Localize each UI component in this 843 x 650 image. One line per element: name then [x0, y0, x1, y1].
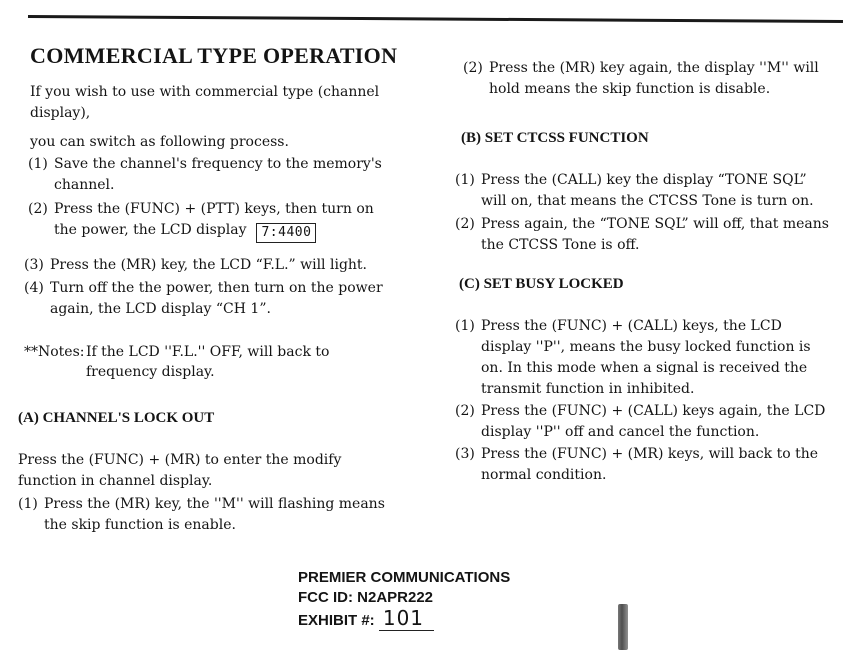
heading-busy-locked: (C) SET BUSY LOCKED: [459, 276, 624, 292]
ctcss-step-2: (2) Press again, the “TONE SQL” will off, that means the CTCSS Tone is off.: [455, 216, 829, 253]
busy-step-3: (3) Press the (FUNC) + (MR) keys, will back to the normal condition.: [455, 446, 819, 483]
scan-smudge: [618, 604, 628, 650]
page-title: COMMERCIAL TYPE OPERATION: [30, 43, 398, 68]
step-4: (4) Turn off the the power, then turn on the power again, the LCD display “CH 1”.: [24, 280, 383, 317]
right-column: [455, 58, 830, 486]
exhibit-stamp: [298, 568, 510, 631]
busy-step-1: (1) Press the (FUNC) + (CALL) keys, the LCD display ''P'', means the busy locked function is on. In this mode when a signal is received the transmit function in inhibited.: [455, 318, 811, 397]
exhibit-label: EXHIBIT #:: [298, 612, 375, 629]
intro-line-1: If you wish to use with commercial type (channel display),: [30, 84, 380, 121]
intro-line-2: you can switch as following process.: [30, 134, 289, 150]
busy-step-2: (2) Press the (FUNC) + (CALL) keys again, the LCD display ''P'' off and cancel the function.: [455, 403, 826, 440]
lock-out-step-2: (2) Press the (MR) key again, the display ''M'' will hold means the skip function is disable.: [463, 60, 819, 97]
company-name: PREMIER COMMUNICATIONS: [298, 569, 511, 586]
step-1: (1) Save the channel's frequency to the memory's channel.: [28, 156, 382, 193]
heading-ctcss: (B) SET CTCSS FUNCTION: [461, 130, 649, 146]
lock-out-intro: Press the (FUNC) + (MR) to enter the modify function in channel display.: [18, 452, 342, 489]
fcc-id: FCC ID: N2APR222: [298, 589, 434, 606]
notes-label: **Notes:: [24, 344, 85, 360]
lcd-display: 7:4400: [256, 223, 316, 243]
step-3: (3) Press the (MR) key, the LCD “F.L.” will light.: [24, 257, 367, 273]
step-2: (2) Press the (FUNC) + (PTT) keys, then turn on the power, the LCD display 7:4400: [28, 199, 398, 241]
left-column: [18, 38, 398, 536]
notes: **Notes: If the LCD ''F.L.'' OFF, will back to frequency display.: [24, 344, 330, 380]
exhibit-line: [298, 608, 510, 631]
heading-channel-lock-out: (A) CHANNEL'S LOCK OUT: [18, 410, 215, 426]
top-rule: [28, 15, 843, 23]
lock-out-step-1: (1) Press the (MR) key, the ''M'' will flashing means the skip function is enable.: [18, 496, 385, 533]
ctcss-step-1: (1) Press the (CALL) key the display “TONE SQL” will on, that means the CTCSS Tone is turn on.: [455, 172, 814, 209]
exhibit-number: 101: [379, 606, 434, 631]
